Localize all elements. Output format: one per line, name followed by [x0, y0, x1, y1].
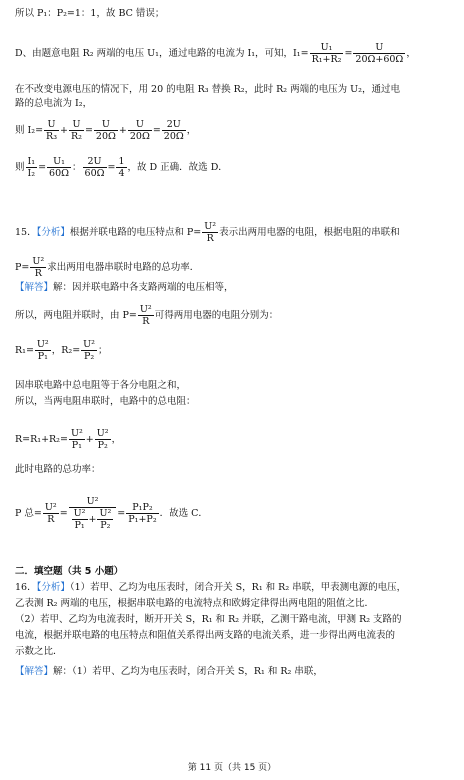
text-line: P= $\frac{\text{U²}}{R}$ 求出两用电器串联时电路的总功率．: [15, 256, 200, 279]
text-line: P 总= $\frac{\text{U²}}{R}$ = U² $\frac{\text{U²}}{\text{P₁}}$ + $\frac{\text{U²}}{\text{P₂}}$ = $\frac{\text{P₁P₂}}{\text{P₁+P₂}}$ ．故选 C．: [15, 496, 208, 531]
text-line: R₁= $\frac{\text{U²}}{\text{P₁}}$ ，R₂= $\frac{\text{U²}}{\text{P₂}}$ ；: [15, 339, 108, 362]
text-line: D、由题意电阻 R₂ 两端的电压 U₁，通过电路的电流为 I₁，可知，I₁= $\frac{\text{U₁}}{\text{R₁+R₂}}$ = $\frac{U}{20\Omega+60\Omega}$ ，: [15, 42, 416, 65]
page-footer: 第 11 页（共 15 页）: [187, 763, 277, 773]
text-line: 乙表测 R₂ 两端的电压，根据串联电路的电流特点和欧姆定律得出两电阻的阻值之比．: [15, 598, 375, 609]
text-line: （2）若甲、乙均为电流表时，断开开关 S，R₁ 和 R₂ 并联，乙测干路电流，甲测 R₂ 支路的: [15, 614, 402, 625]
text-line: 16．【分析】（1）若甲、乙均为电压表时，闭合开关 S，R₁ 和 R₂ 串联，甲表测电源的电压，: [15, 582, 407, 593]
section-title: 二．填空题（共 5 小题）: [15, 566, 124, 577]
text-line: 15．【分析】根据并联电路的电压特点和 P= $\frac{\text{U²}}{R}$ 表示出两用电器的电阻，根据电阻的串联和: [15, 221, 400, 244]
text-line: 因串联电路中总电阻等于各分电阻之和，: [15, 380, 187, 391]
text-line: 【解答】解：（1）若甲、乙均为电压表时，闭合开关 S，R₁ 和 R₂ 串联，: [15, 666, 323, 677]
text-line: 电流，根据并联电路的电压特点和阻值关系得出两支路的电流关系，进一步得出两电流表的: [15, 630, 396, 641]
text-line: 在不改变电源电压的情况下，用 20 的电阻 R₃ 替换 R₂，此时 R₂ 两端的电压为 U₂，通过电: [15, 84, 400, 95]
text-line: 【解答】解：因并联电路中各支路两端的电压相等，: [15, 282, 234, 293]
text-line: 所以，当两电阻串联时，电路中的总电阻：: [15, 396, 196, 407]
text-line: 则 I₂= $\frac{U}{\text{R₃}}$ + $\frac{U}{\text{R₂}}$ = $\frac{U}{20\Omega}$ + $\frac{U}{20\Omega}$ = $\frac{2U}{20\Omega}$ ，: [15, 119, 197, 142]
text-line: 此时电路的总功率：: [15, 464, 101, 475]
text-line: 所以 P₁：P₂=1：1，故 BC 错误；: [15, 8, 165, 19]
text-line: R=R₁+R₂= $\frac{\text{U²}}{\text{P₁}}$ + $\frac{\text{U²}}{\text{P₂}}$ ，: [15, 428, 122, 451]
text-line: 所以，两电阻并联时，由 P= $\frac{\text{U²}}{R}$ 可得两用电器的电阻分别为：: [15, 304, 279, 327]
text-line: 示数之比．: [15, 646, 63, 657]
text-line: 则 $\frac{\text{I₁}}{\text{I₂}}$ = $\frac{\text{U₁}}{60\Omega}$ ： $\frac{2U}{60\Omega}$ = $\frac{1}{4}$ ，故 D 正确．故选 D．: [15, 156, 228, 179]
text-line: 路的总电流为 I₂，: [15, 98, 93, 109]
